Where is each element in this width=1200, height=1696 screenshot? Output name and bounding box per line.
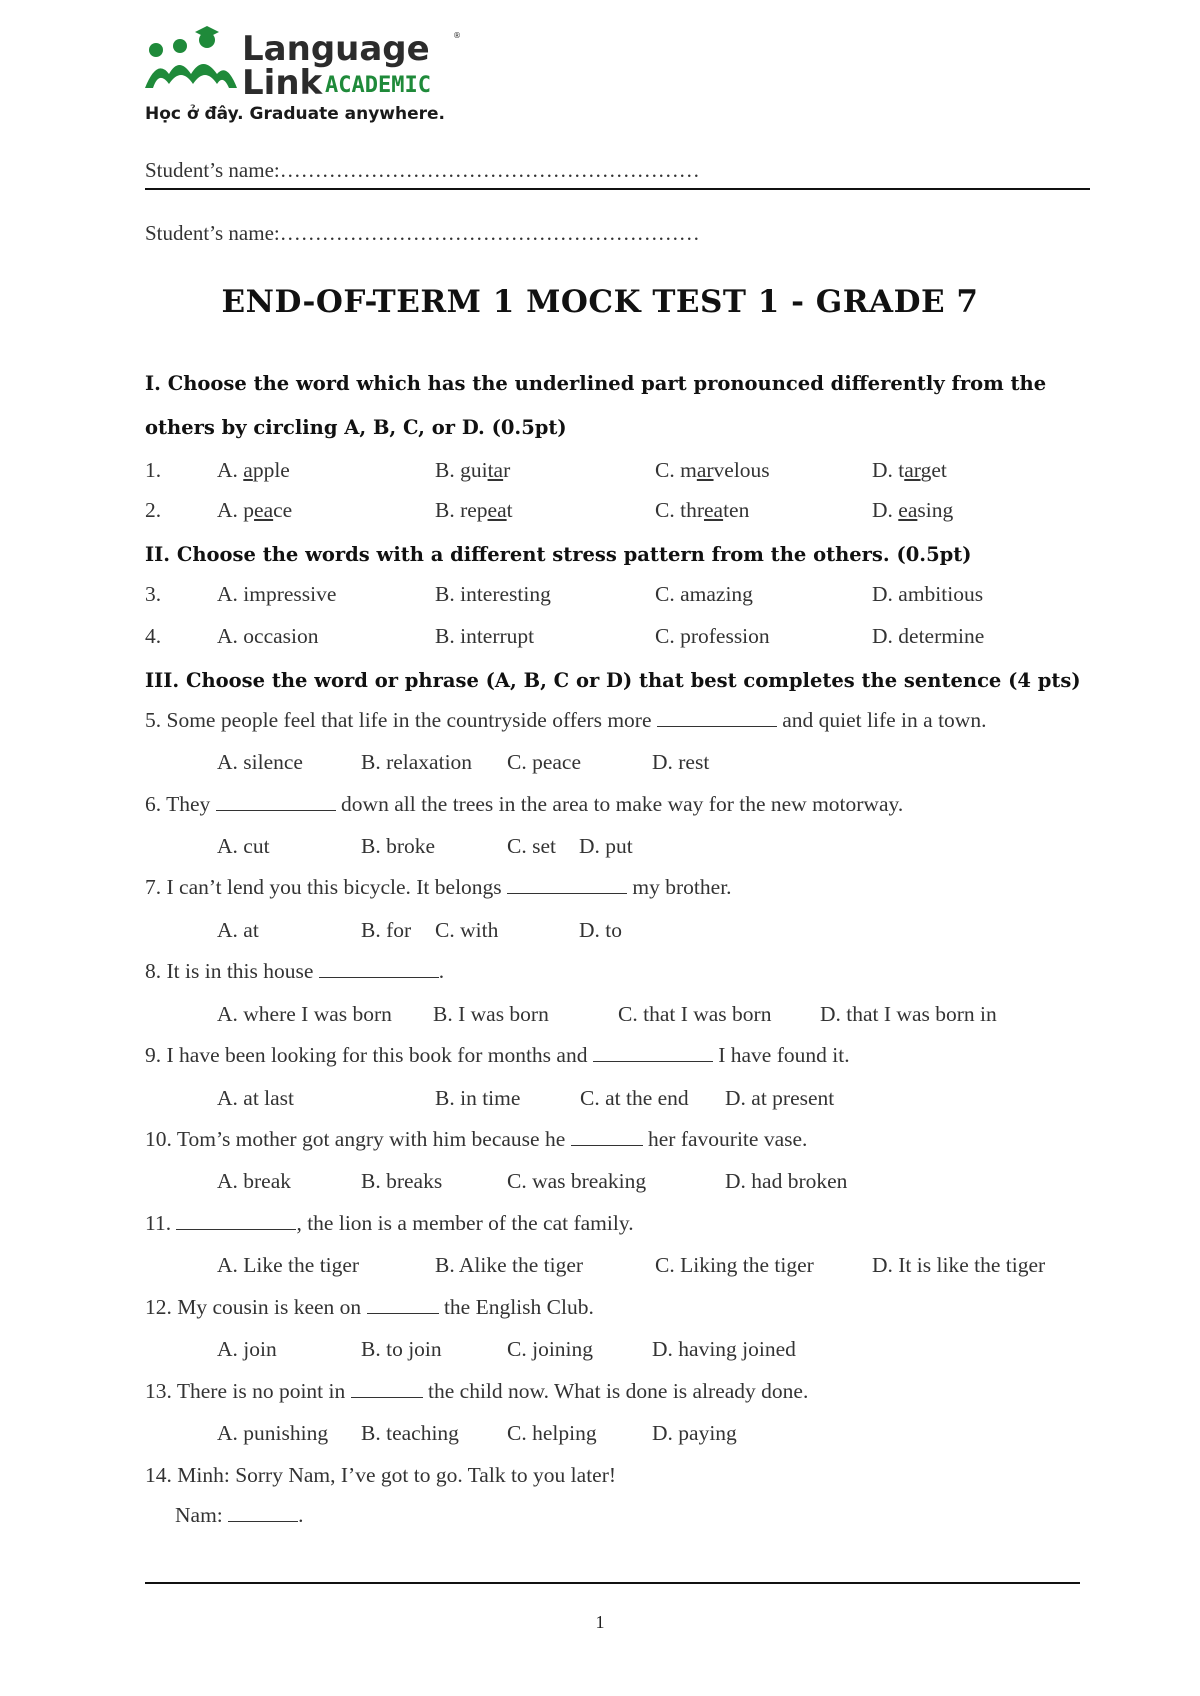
answer-blank	[593, 1043, 713, 1062]
option-b: B. guitar	[435, 458, 511, 482]
answer-blank	[507, 875, 627, 894]
answer-blank	[367, 1295, 439, 1314]
option-c: C. profession	[655, 624, 770, 648]
question-9: 9. I have been looking for this book for months and I have found it.	[145, 1043, 850, 1067]
student-name-line-2: Student’s name:……………………………………………………	[145, 221, 700, 245]
question-14-reply: Nam: .	[175, 1503, 304, 1527]
svg-text:Language: Language	[242, 29, 430, 69]
option-d: D. ambitious	[872, 582, 984, 606]
question-13: 13. There is no point in the child now. What is done is already done.	[145, 1379, 809, 1403]
option-a: A. impressive	[217, 582, 337, 606]
answer-blank	[571, 1127, 643, 1146]
option-c: C. amazing	[655, 582, 753, 606]
section-2-heading: II. Choose the words with a different stress pattern from the others. (0.5pt)	[145, 543, 972, 566]
answer-blank	[228, 1503, 298, 1522]
answer-blank	[319, 959, 439, 978]
option-d: D. easing	[872, 498, 954, 522]
student-name-line-1: Student’s name:……………………………………………………	[145, 158, 700, 182]
question-10: 10. Tom’s mother got angry with him because he her favourite vase.	[145, 1127, 808, 1151]
option-d: D. target	[872, 458, 947, 482]
question-6: 6. They down all the trees in the area to make way for the new motorway.	[145, 792, 904, 816]
svg-text:ACADEMIC: ACADEMIC	[325, 73, 431, 98]
svg-text:Link: Link	[242, 63, 323, 98]
question-12: 12. My cousin is keen on the English Club.	[145, 1295, 594, 1319]
option-c: C. marvelous	[655, 458, 770, 482]
answer-blank	[176, 1211, 296, 1230]
question-7: 7. I can’t lend you this bicycle. It belongs my brother.	[145, 875, 732, 899]
option-b: B. interrupt	[435, 624, 535, 648]
divider	[145, 188, 1090, 190]
page-title: END-OF-TERM 1 MOCK TEST 1 - GRADE 7	[221, 284, 979, 320]
option-c: C. threaten	[655, 498, 750, 522]
question-5: 5. Some people feel that life in the countryside offers more and quiet life in a town.	[145, 708, 987, 732]
question-14: 14. Minh: Sorry Nam, I’ve got to go. Talk to you later!	[145, 1463, 617, 1487]
language-link-logo	[145, 26, 465, 98]
question-11: 11. , the lion is a member of the cat family.	[145, 1211, 634, 1235]
footer-divider	[145, 1582, 1080, 1584]
section-3-heading: III. Choose the word or phrase (A, B, C or D) that best completes the sentence (4 pts)	[145, 669, 1081, 692]
svg-text:®: ®	[453, 31, 461, 40]
page-number: 1	[595, 1612, 605, 1632]
section-1-heading: I. Choose the word which has the underlined part pronounced differently from the others by circling A, B, C, or D. (0.5pt)	[145, 372, 1047, 439]
option-a: A. apple	[217, 458, 290, 482]
option-b: B. interesting	[435, 582, 551, 606]
question-8: 8. It is in this house .	[145, 959, 445, 983]
tagline: Học ở đây. Graduate anywhere.	[145, 104, 446, 124]
answer-blank	[657, 708, 777, 727]
option-b: B. repeat	[435, 498, 513, 522]
option-a: A. peace	[217, 498, 293, 522]
option-a: A. occasion	[217, 624, 319, 648]
answer-blank	[216, 792, 336, 811]
option-d: D. determine	[872, 624, 985, 648]
answer-blank	[351, 1379, 423, 1398]
